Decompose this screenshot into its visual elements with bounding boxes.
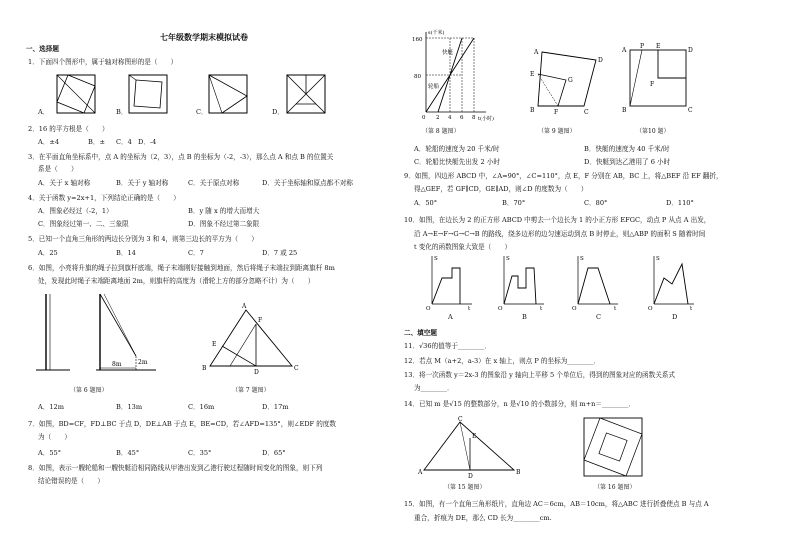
fig7-caption: （第 7 题图） [232,387,270,394]
question-7-line2: 为（ ） [38,433,71,441]
fig8-lunchuan: 轮船 [428,84,440,90]
question-7-line1: 7．如图，BD=CF，FD⊥BC 于点 D，DE⊥AB 于点 E，BE=CD，若∠AFD=135°，则∠EDF 的度数 [28,420,336,428]
q9-option-d: D．110° [666,199,694,207]
q7-option-b: B．45° [116,449,140,457]
fig7-label-d: D [254,369,259,376]
fig9-label-c: C [584,109,589,116]
fig8-x2: 2 [436,115,440,121]
fig8-ylabel: s(千米) [428,30,445,36]
q10c-s: S [580,256,584,262]
q10a-o: O [426,306,431,312]
fig15-caption: （第 15 题图） [444,484,486,491]
fig16-caption: （第 16 题图） [594,484,636,491]
q8-option-c: C．轮船比快艇先出发 2 小时 [414,158,500,166]
fig10-label-e: E [656,43,661,50]
question-15-line1: 15．如图，有一个直角三角形纸片，直角边 AC＝6cm，AB＝10cm，将△ABC 进行折叠使点 B 与点 A [404,500,709,508]
fig8-x0: 0 [422,115,426,121]
fig6-label-8m: 8m [112,361,122,368]
q1-option-d: D． [272,108,284,116]
q8-option-d: D．快艇到达乙港用了 6 小时 [584,158,671,166]
q9-option-b: B．70° [502,199,526,207]
q1-figure-d [286,74,326,114]
q8-option-b: B．快艇的速度为 40 千米/时 [584,145,670,153]
question-8-line1: 8．如图，表示一艘轮船和一艘快艇沿相同路线从甲港出发到乙港行驶过程随时间变化的图象，则下列 [28,464,323,472]
q5-option-d: D．7 或 25 [262,249,298,257]
fig15-label-d: D [468,473,473,480]
q9-option-a: A．50° [414,199,438,207]
q8-option-a: A．轮船的速度为 20 千米/时 [414,145,500,153]
fig10-caption: （第10 题） [636,128,670,135]
fig10-label-a: A [622,47,627,54]
q10-graph-a [426,254,474,310]
fig7-label-a: A [242,303,247,310]
q10a-t: t [468,306,471,312]
fig7-label-f: F [258,317,263,324]
q10c-t: t [614,306,617,312]
fig15-label-a: A [418,469,423,476]
fig8-x4: 4 [448,115,452,121]
question-5: 5．已知一个直角三角形的两边长分别为 3 和 4，则第三边长的平方为（ ） [28,235,258,243]
fig10-label-b: B [622,107,627,114]
q10d-s: S [656,256,660,262]
fig9-label-f: F [554,109,559,116]
q10-option-c: C [596,313,602,321]
q1-figure-b [128,74,168,114]
q10-option-b: B [522,313,527,321]
q10b-s: S [506,256,510,262]
fig9-label-a: A [534,49,539,56]
q7-option-c: C．35° [188,449,212,457]
fig9-label-d: D [598,57,603,64]
q10d-o: O [648,306,653,312]
fig8-kuaiting: 快艇 [442,50,454,56]
fig15-label-e: E [472,433,477,440]
q7-option-d: D．65° [262,449,286,457]
q10-option-d: D [672,313,678,321]
q2-option-d: D．-4 [138,138,157,146]
figure-10-square [620,42,700,114]
question-10-line3: t 变化的函数图象大致是（ ） [414,243,512,251]
fig10-label-p: P [640,43,645,50]
q6-option-c: C．16m [188,403,215,411]
fig9-label-g: G [568,77,573,84]
q1-option-b: B． [116,108,128,116]
q10a-s: S [434,256,438,262]
figure-16-square [580,414,646,480]
question-2: 2．16 的平方根是（ ） [28,125,109,133]
q10b-o: O [498,306,503,312]
q10b-t: t [540,306,543,312]
q5-option-a: A．25 [38,249,58,257]
question-4: 4．关于函数 y=2x+1，下列结论正确的是（ ） [28,194,180,202]
q1-option-a: A． [38,108,50,116]
fig7-label-e: E [212,341,217,348]
fig8-y160: 160 [412,37,423,43]
question-15-line2: 重合，折痕为 DE，那么 CD 长为________cm. [414,514,552,522]
fig9-label-b: B [530,107,535,114]
question-1: 1．下面四个图形中，属于轴对称图形的是（ ） [28,58,178,66]
q3-option-a: A．关于 x 轴对称 [38,179,91,187]
question-3-line2: 系是（ ） [38,165,78,173]
fig9-caption: （第 9 题图） [538,128,576,135]
q4-option-a: A．图象必经过（-2，1） [38,207,113,215]
q2-option-b: B．± [88,138,105,146]
question-13-line1: 13．将一次函数 y＝2x-3 的图象沿 y 轴向上平移 5 个单位后，得到的图象对应的函数关系式 [404,371,676,379]
question-9-line1: 9．如图，四边形 ABCD 中，∠A=90°，∠C=110°，点 E，F 分别在 AB，BC 上，将△BEF 沿 EF 翻折， [404,172,723,180]
q1-figure-c [208,74,248,114]
q4-option-b: B．y 随 x 的增大而增大 [188,207,260,215]
fig7-label-c: C [294,365,299,372]
fig6-caption: （第 6 题图） [70,387,108,394]
q10-graph-c [572,254,620,310]
question-10-line2: 沿 A→E→F→G→C→B 的路线，绕多边形的边匀速运动到点 B 时停止，则△ABP 的面积 S 随着时间 [414,230,706,238]
q2-option-a: A．±4 [38,138,60,146]
q10-graph-d [648,254,696,310]
section-1-heading: 一、选择题 [26,45,59,53]
q6-option-b: B．13m [116,403,143,411]
fig9-label-e: E [530,71,535,78]
question-6-line2: 处，发现此时绳子末端距离地面 2m，则旗杆的高度为（滑轮上方的部分忽略不计）为（ ） [38,277,315,285]
fig15-label-b: B [516,469,521,476]
fig7-label-b: B [202,365,207,372]
question-8-line2: 结论错误的是（ ） [38,477,104,485]
fig15-label-c: C [458,416,463,423]
q10d-t: t [690,306,693,312]
figure-7-triangle [200,300,300,380]
fig8-caption: （第 8 题图） [422,128,460,135]
figure-9-quadrilateral [526,44,616,116]
q10c-o: O [572,306,577,312]
section-2-heading: 二、填空题 [404,329,437,337]
q5-option-c: C．7 [188,249,204,257]
q3-option-b: B．关于 y 轴对称 [116,179,169,187]
q2-option-c: C．4 [116,138,132,146]
q10-option-a: A [448,313,453,321]
question-9-line2: 得△GEF，若 GF∥CD，GE∥AD，则∠D 的度数为（ ） [414,185,588,193]
fig10-label-c: C [688,107,693,114]
q1-option-c: C． [196,108,208,116]
q5-option-b: B．14 [116,249,136,257]
figure-8-distance-time-graph [412,28,494,122]
question-3-line1: 3．在平面直角坐标系中，点 A 的坐标为（2，3），点 B 的坐标为（-2，-3），那么点 A 和点 B 的位置关 [28,153,334,161]
question-13-line2: 为________． [414,384,454,392]
q7-option-a: A．55° [38,449,62,457]
fig10-label-d: D [688,47,693,54]
fig10-label-f: F [650,81,655,88]
q4-option-d: D．图象不经过第二象限 [188,220,260,228]
fig8-xlabel: t(小时) [478,116,494,122]
exam-title: 七年级数学期末模拟试卷 [160,32,248,42]
question-12: 12．若点 M（a+2，a-3）在 x 轴上，则点 P 的坐标为________． [404,357,601,365]
q6-option-d: D．17m [262,403,289,411]
question-10-line1: 10．如图，在边长为 2 的正方形 ABCD 中剪去一个边长为 1 的小正方形 EFGC，动点 P 从点 A 出发， [404,216,711,224]
q1-figure-a [56,74,96,114]
q10-graph-b [498,254,546,310]
fig6-label-2m: 2m [138,359,148,366]
question-14: 14．已知 m 是√15 的整数部分，n 是√10 的小数部分，则 m+n＝________． [404,400,635,408]
q4-option-c: C．图象经过第一、二、三象限 [38,220,129,228]
fig8-y80: 80 [414,74,421,80]
q3-option-d: D．关于坐标轴和原点都不对称 [262,179,354,187]
q6-option-a: A．12m [38,403,64,411]
q9-option-c: C．80° [584,199,608,207]
figure-6-flagpole [36,290,156,372]
question-11: 11．√36的值等于________． [404,342,491,350]
q3-option-c: C．关于原点对称 [188,179,240,187]
question-6-line1: 6．如图，小亮将升旗的绳子拉到旗杆底端，绳子末端刚好接触到地面，然后将绳子末端拉到距离旗杆 8m [28,264,335,272]
fig8-x6: 6 [460,115,464,121]
fig8-x8: 8 [472,115,476,121]
figure-15-right-triangle [418,414,522,478]
